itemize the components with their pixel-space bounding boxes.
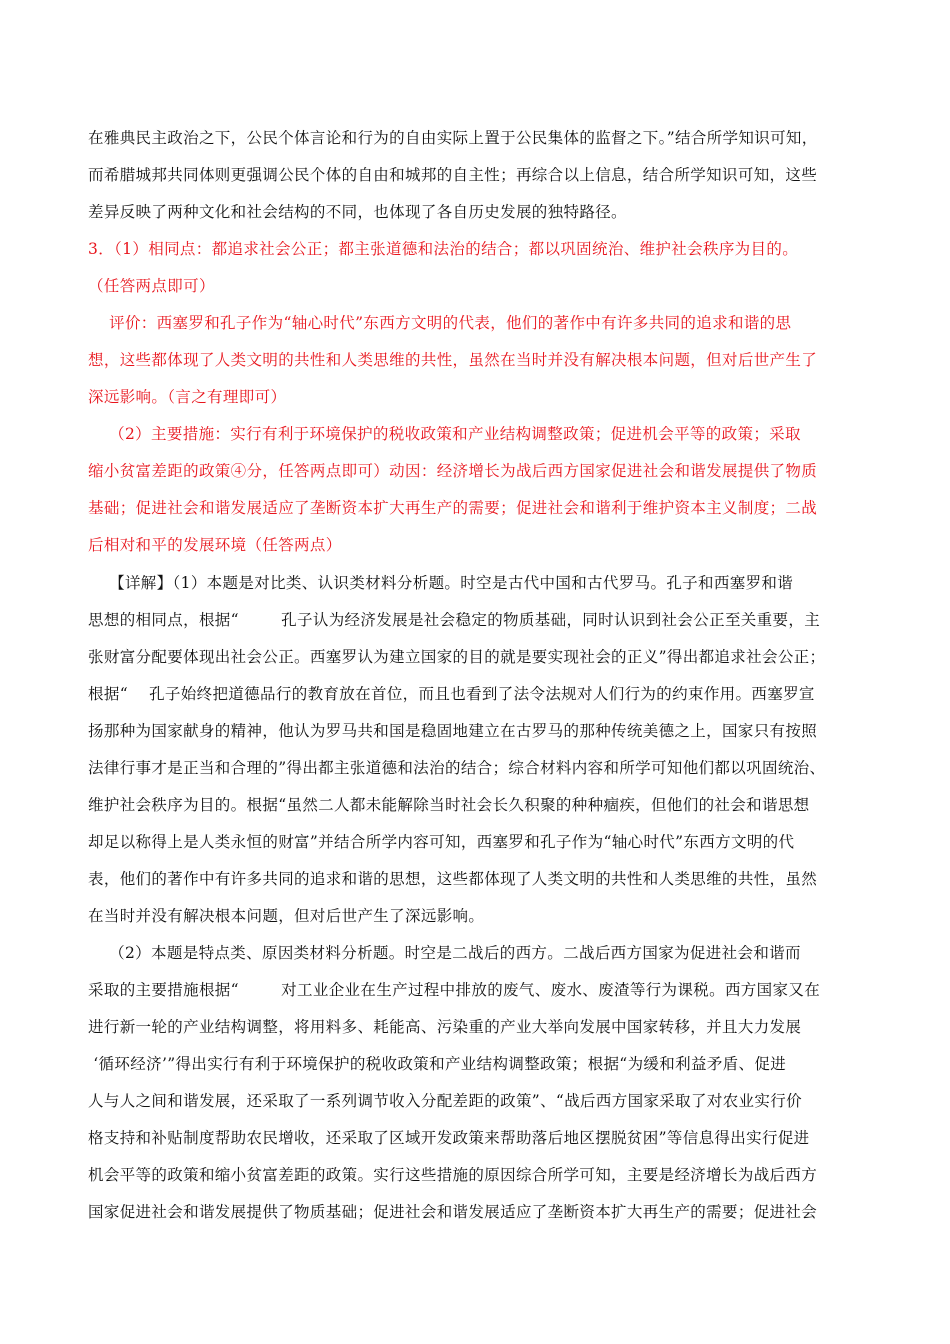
answer-line: （2）主要措施：实行有利于环境保护的税收政策和产业结构调整政策；促进机会平等的政策；采取 [88,425,801,443]
explanation-line: 机会平等的政策和缩小贫富差距的政策。实行这些措施的原因综合所学可知，主要是经济增长为战后西方 [88,1166,818,1184]
explanation-line: 国家促进社会和谐发展提供了物质基础；促进社会和谐发展适应了垄断资本扩大再生产的需要；促进社会 [88,1203,818,1221]
explanation-line: 却足以称得上是人类永恒的财富”并结合所学内容可知，西塞罗和孔子作为“轴心时代”东西方文明的代 [88,833,795,851]
explanation-line: 采取的主要措施根据“ 对工业企业在生产过程中排放的废气、废水、废渣等行为课税。西方国家又在 [88,981,821,999]
answer-line: 评价：西塞罗和孔子作为“轴心时代”东西方文明的代表，他们的著作中有许多共同的追求和谐的思 [88,314,792,332]
explanation-line: 人与人之间和谐发展，还采取了一系列调节收入分配差距的政策”、“战后西方国家采取了对农业实行价 [88,1092,802,1110]
explanation-line: （2）本题是特点类、原因类材料分析题。时空是二战后的西方。二战后西方国家为促进社会和谐而 [88,944,801,962]
text-line: 而希腊城邦共同体则更强调公民个体的自由和城邦的自主性；再综合以上信息，结合所学知识可知，这些 [88,166,818,184]
answer-line: 缩小贫富差距的政策④分，任答两点即可）动因：经济增长为战后西方国家促进社会和谐发展提供了物质 [88,462,818,480]
explanation-line: 思想的相同点，根据“ 孔子认为经济发展是社会稳定的物质基础，同时认识到社会公正至关重要，主 [88,611,821,629]
text-line: 在雅典民主政治之下，公民个体言论和行为的自由实际上置于公民集体的监督之下。”结合所学知识可知， [88,129,818,147]
explanation-line: 根据“ 孔子始终把道德品行的教育放在首位，而且也看到了法令法规对人们行为的约束作用。西塞罗宣 [88,685,815,703]
explanation-line: 张财富分配要体现出社会公正。西塞罗认为建立国家的目的就是要实现社会的正义”得出都追求社会公正； [88,648,826,666]
explanation-line: 进行新一轮的产业结构调整，将用料多、耗能高、污染重的产业大举向发展中国家转移，并且大力发展 [88,1018,802,1036]
explanation-line: 表，他们的著作中有许多共同的追求和谐的思想，这些都体现了人类文明的共性和人类思维的共性，虽然 [88,870,818,888]
answer-line: 想，这些都体现了人类文明的共性和人类思维的共性，虽然在当时并没有解决根本问题，但对后世产生了 [88,351,818,369]
explanation-line: 【详解】（1）本题是对比类、认识类材料分析题。时空是古代中国和古代罗马。孔子和西塞罗和谐 [88,574,794,592]
explanation-line: 扬那种为国家献身的精神，他认为罗马共和国是稳固地建立在古罗马的那种传统美德之上，国家只有按照 [88,722,818,740]
explanation-line: 在当时并没有解决根本问题，但对后世产生了深远影响。 [88,907,485,925]
answer-line: （任答两点即可） [88,277,215,295]
answer-line: 3．（1）相同点：都追求社会公正；都主张道德和法治的结合；都以巩固统治、维护社会秩序为目的。 [88,240,799,258]
text-line: 差异反映了两种文化和社会结构的不同，也体现了各自历史发展的独特路径。 [88,203,627,221]
explanation-line: 法律行事才是正当和合理的”得出都主张道德和法治的结合；综合材料内容和所学可知他们都以巩固统治、 [88,759,826,777]
explanation-line: 格支持和补贴制度帮助农民增收，还采取了区域开发政策来帮助落后地区摆脱贫困”等信息得出实行促进 [88,1129,810,1147]
explanation-line: 维护社会秩序为目的。根据“虽然二人都未能解除当时社会长久积聚的种种痼疾，但他们的社会和谐思想 [88,796,810,814]
answer-line: 深远影响。（言之有理即可） [88,388,287,406]
explanation-line: ‘循环经济’”得出实行有利于环境保护的税收政策和产业结构调整政策；根据“为缓和利益矛盾、促进 [88,1055,787,1073]
answer-line: 基础；促进社会和谐发展适应了垄断资本扩大再生产的需要；促进社会和谐利于维护资本主义制度；二战 [88,499,818,517]
answer-line: 后相对和平的发展环境（任答两点） [88,536,342,554]
